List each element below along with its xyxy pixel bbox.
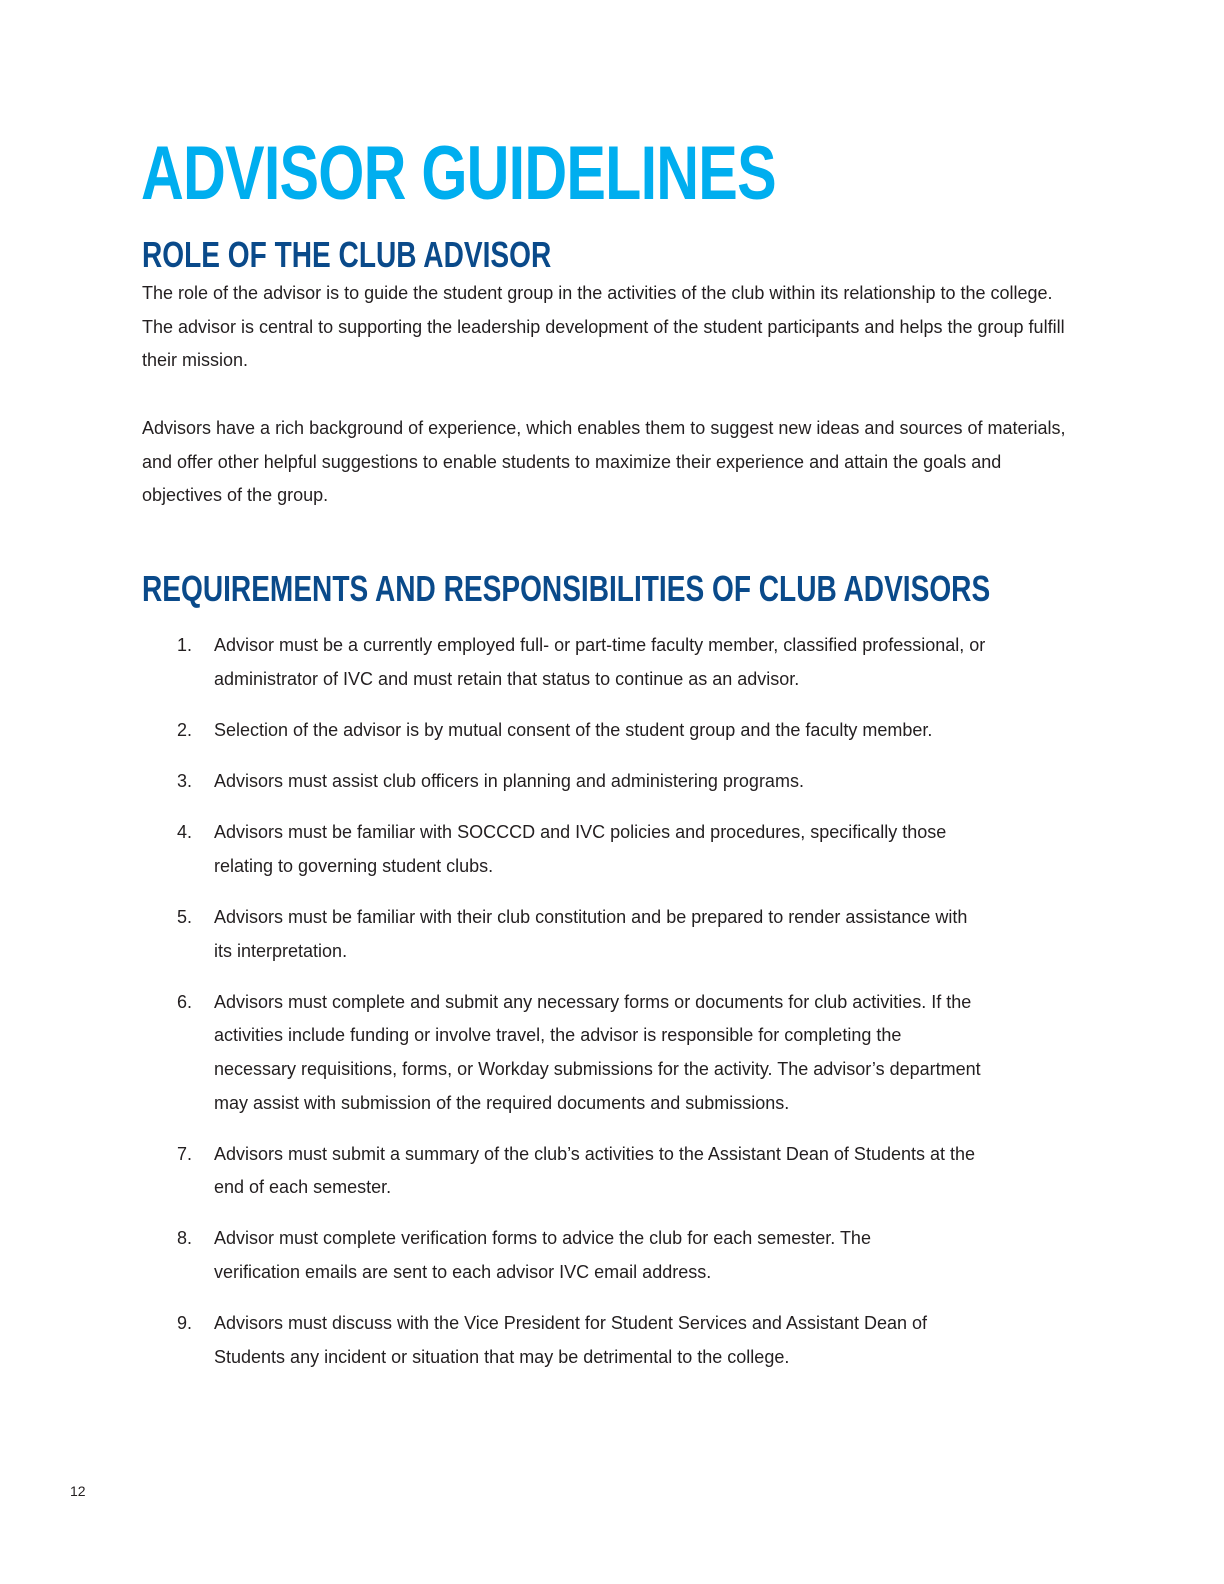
list-item-text: Advisors must submit a summary of the club’s activities to the Assistant Dean of Students at the end of each semester. [214,1143,976,1198]
list-item-number: 3. [177,770,193,791]
list-item-number: 5. [177,906,193,927]
list-item-text: Selection of the advisor is by mutual consent of the student group and the faculty member. [214,719,933,740]
list-item-number: 1. [177,635,193,655]
list-item-number: 9. [177,1313,193,1334]
list-item [142,765,1042,799]
list-item [142,629,1042,696]
list-item-number: 2. [177,719,193,740]
list-item-text: Advisor must be a currently employed full- or part-time faculty member, classified professional, or administrator of IVC and must retain that status to continue as an advisor. [214,635,986,689]
list-item-number: 6. [177,991,193,1012]
list-item-text: Advisors must assist club officers in planning and administering programs. [214,770,804,791]
page-number: 12 [70,1483,86,1499]
list-item-text: Advisors must discuss with the Vice President for Student Services and Assistant Dean of Students any incident or situation that may be detrimental to the college. [214,1313,928,1367]
list-item-number: 7. [177,1143,193,1164]
requirements-list [142,629,1042,1392]
list-item [142,816,1042,883]
list-item-text: Advisors must be familiar with SOCCCD and IVC policies and procedures, specifically those relating to governing student clubs. [214,822,947,876]
role-paragraph: Advisors have a rich background of experience, which enables them to suggest new ideas and sources of materials, and offer other helpful suggestions to enable students to maximize their experience and attain the goals and objectives of the group. [142,418,1066,506]
list-item [142,714,1042,748]
role-paragraph: The role of the advisor is to guide the student group in the activities of the club within its relationship to the college. The advisor is central to supporting the leadership development of the student participants and helps the group fulfill their mission. [142,283,1065,371]
requirements-section-heading: REQUIREMENTS AND RESPONSIBILITIES OF CLUB ADVISORS [142,568,991,609]
list-item [142,1307,1042,1374]
list-item-number: 4. [177,822,193,843]
list-item [142,986,1042,1120]
list-item-text: Advisors must be familiar with their club constitution and be prepared to render assistance with its interpretation. [214,906,968,961]
list-item-number: 8. [177,1228,193,1249]
page-title: ADVISOR GUIDELINES [141,131,776,216]
list-item-text: Advisor must complete verification forms to advice the club for each semester. The verification emails are sent to each advisor IVC email address. [214,1228,871,1283]
list-item-text: Advisors must complete and submit any necessary forms or documents for club activities. If the activities include funding or involve travel, the advisor is responsible for completing the necessary requisitions, forms, or Workday submissions for the activity. The advisor’s department may assist with submission of the required documents and submissions. [214,991,981,1113]
list-item [142,901,1042,968]
list-item [142,1138,1042,1205]
role-section-heading: ROLE OF THE CLUB ADVISOR [142,234,552,275]
list-item [142,1222,1042,1289]
